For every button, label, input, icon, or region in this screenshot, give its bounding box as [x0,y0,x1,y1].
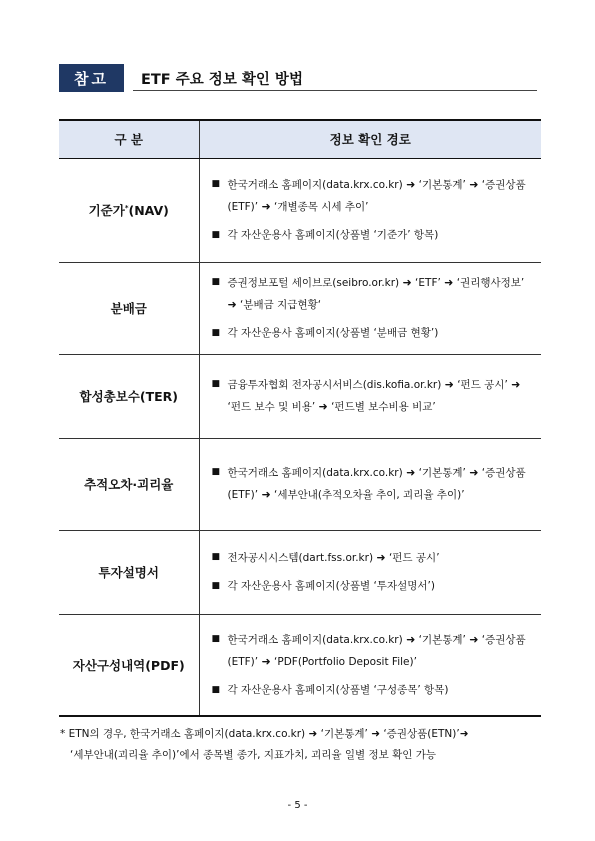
path-text: ‘PDF(Portfolio Deposit File)’ [270,655,417,668]
path-text: 전자공시시스템(dart.fss.or.kr) [227,552,377,564]
path-text: ‘펀드 공시’ [453,379,512,391]
page-number: - 5 - [287,800,308,811]
list-item [210,629,534,673]
category-label: 추적오차·괴리율 [84,477,174,492]
square-bullet-icon: ■ [211,230,221,240]
arrow-right-icon: ➜ [469,466,479,479]
arrow-right-icon: ➜ [444,378,454,391]
path-text: 각 자산운용사 홈페이지(상품별 ‘구성종목’ 항목) [227,683,449,696]
path-text: 각 자산운용사 홈페이지(상품별 ‘기준가’ 항목) [227,229,439,241]
row-path [199,354,541,438]
path-text: 한국거래소 홈페이지(data.krx.co.kr) [227,179,407,191]
footnote-line: ‘세부안내(괴리율 추이)’에서 종목별 종가, 지표가치, 괴리율 일별 정보 확인 가능 [70,749,437,761]
path-text: 금융투자협회 전자공시서비스(dis.kofia.or.kr) [227,379,445,391]
category-label: 자산구성내역(PDF) [72,657,185,673]
row-category [59,614,199,716]
path-text: ‘펀드별 보수비용 비교’ [327,401,436,413]
arrow-right-icon: ➜ [511,378,521,391]
square-bullet-icon: ■ [211,328,221,338]
row-category [59,530,199,614]
section-header [59,64,537,92]
table-row [59,158,541,262]
arrow-right-icon: ➜ [261,654,271,668]
path-text: ‘기본통계’ [415,467,470,479]
row-category [59,354,199,438]
path-text: ‘기본통계’ [415,633,470,646]
path-text: ‘분배금 지급현황‘ [236,299,322,311]
path-text: ‘개별종목 시세 추이’ [270,201,369,213]
path-text: ‘권리행사정보’ [453,277,525,289]
square-bullet-icon: ■ [211,467,221,477]
table-row [59,354,541,438]
list-item [210,462,534,506]
arrow-right-icon: ➜ [406,632,416,646]
reference-badge: 참고 [59,64,124,92]
arrow-right-icon: ➜ [318,400,328,413]
path-text: ‘증권상품(ETF)’ [227,467,526,501]
row-path [199,438,541,530]
category-label: 분배금 [110,301,147,316]
row-path [199,262,541,354]
path-text: ‘증권상품(ETF)’ [227,633,526,668]
square-bullet-icon: ■ [211,552,221,562]
column-header-path: 정보 확인 경로 [199,120,541,158]
path-text: ‘증권상품(ETF)’ [227,179,526,213]
square-bullet-icon: ■ [211,581,221,591]
path-text: 한국거래소 홈페이지(data.krx.co.kr) [227,467,407,479]
arrow-right-icon: ➜ [227,298,237,311]
footnote [60,724,542,766]
arrow-right-icon: ➜ [406,466,416,479]
arrow-right-icon: ➜ [469,178,479,191]
list-item [210,547,534,569]
category-label: 기준가 [88,203,125,218]
square-bullet-icon: ■ [211,379,221,389]
square-bullet-icon: ■ [211,684,221,695]
square-bullet-icon: ■ [211,277,221,287]
path-text: ‘세부안내(추적오차율 추이, 괴리율 추이)’ [270,489,465,501]
path-text: 각 자산운용사 홈페이지(상품별 ‘분배금 현황’) [227,327,439,339]
arrow-right-icon: ➜ [261,200,271,213]
title-underline [133,90,537,91]
category-label-suffix: (NAV) [128,203,169,218]
row-category [59,158,199,262]
table-header-row [59,120,541,158]
row-path [199,614,541,716]
square-bullet-icon: ■ [211,633,221,644]
list-item [210,174,534,218]
path-text: ‘펀드 공시’ [385,552,440,564]
table-row [59,530,541,614]
arrow-right-icon: ➜ [261,488,271,501]
page-title: ETF 주요 정보 확인 방법 [141,72,303,88]
info-table [59,119,541,717]
category-label: 투자설명서 [98,565,159,580]
arrow-right-icon: ➜ [406,178,416,191]
category-label: 합성총보수(TER) [79,389,178,404]
footnote-line: * ETN의 경우, 한국거래소 홈페이지(data.krx.co.kr) ➜ ‘기본통계’ ➜ ‘증권상품(ETN)’➜ [60,728,469,740]
arrow-right-icon: ➜ [444,276,454,289]
list-item [210,272,534,316]
path-text: ‘기본통계’ [415,179,470,191]
row-category [59,262,199,354]
table-row [59,262,541,354]
row-category [59,438,199,530]
table-row [59,438,541,530]
footnote-marker: * [124,203,129,212]
arrow-right-icon: ➜ [376,551,386,564]
arrow-right-icon: ➜ [469,632,479,646]
path-text: 각 자산운용사 홈페이지(상품별 ‘투자설명서’) [227,580,435,592]
path-text: ‘ETF’ [411,277,445,289]
list-item [210,323,534,344]
list-item [210,680,534,701]
row-path [199,530,541,614]
path-text: 증권정보포털 세이브로(seibro.or.kr) [227,277,403,289]
list-item [210,374,534,418]
path-text: ‘펀드 보수 및 비용’ [227,401,319,413]
row-path [199,158,541,262]
column-header-category: 구 분 [59,120,199,158]
square-bullet-icon: ■ [211,179,221,189]
list-item [210,225,534,246]
path-text: 한국거래소 홈페이지(data.krx.co.kr) [227,633,407,646]
table-row [59,614,541,716]
arrow-right-icon: ➜ [402,276,412,289]
list-item [210,576,534,597]
